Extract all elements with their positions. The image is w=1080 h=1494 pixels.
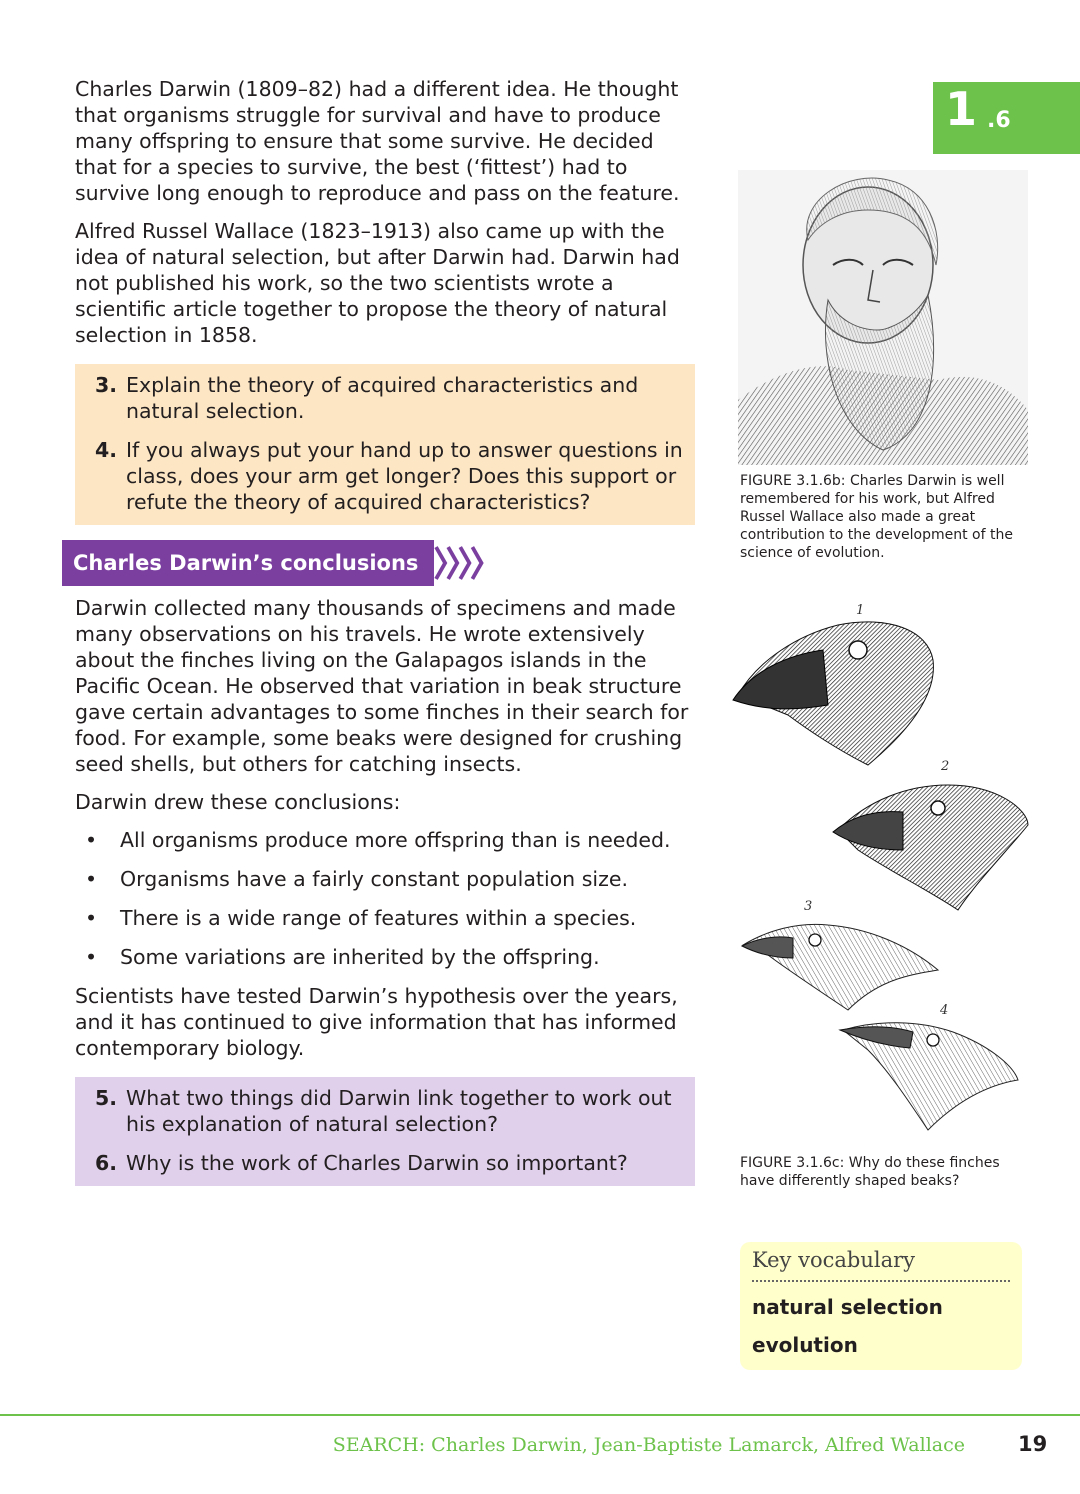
section-subnumber: .6 (987, 108, 1011, 133)
finch-label-3: 3 (804, 899, 813, 914)
finch-label-2: 2 (941, 759, 950, 774)
paragraph-darwin-idea: Charles Darwin (1809–82) had a different idea. He thought that organisms struggle for survival and have to produce many offspring to ensure that some survive. He decided that for a species to survive, the best (‘fittest’) had to survive long enough to reproduce and pass on the feature. (75, 77, 680, 205)
section-tab (933, 82, 1080, 154)
question-number: 4. (95, 438, 118, 462)
list-item (75, 866, 700, 892)
question-text: Explain the theory of acquired characteristics and natural selection. (126, 373, 639, 423)
section-heading (62, 540, 488, 586)
question-box-a (75, 364, 695, 525)
list-item-text: Organisms have a fairly constant population size. (120, 867, 628, 891)
finches-image (728, 600, 1038, 1140)
question-number: 5. (95, 1086, 118, 1110)
darwin-portrait-image (738, 170, 1028, 465)
question-text: If you always put your hand up to answer questions in class, does your arm get longer? Does this support or refute the theory of acquired characteristics? (126, 438, 683, 514)
section-heading-label: Charles Darwin’s conclusions (62, 540, 434, 586)
question-box-b (75, 1077, 695, 1186)
list-item-text: There is a wide range of features within a species. (120, 906, 637, 930)
question-item (95, 372, 685, 424)
finch-label-4: 4 (940, 1003, 949, 1018)
section-number: 1 (945, 82, 978, 136)
chevrons-icon (433, 540, 488, 586)
key-vocabulary-title: Key vocabulary (752, 1248, 1010, 1282)
question-number: 3. (95, 373, 118, 397)
list-item (75, 944, 700, 970)
bullet-icon: • (85, 906, 98, 930)
footer-divider (0, 1414, 1080, 1416)
question-number: 6. (95, 1151, 118, 1175)
question-item (95, 437, 685, 515)
figure-caption-b: FIGURE 3.1.6b: Charles Darwin is well remembered for his work, but Alfred Russel Wallace also made a great contribution to the development of the science of evolution. (740, 473, 1013, 561)
question-text: What two things did Darwin link together to work out his explanation of natural selection? (126, 1086, 672, 1136)
list-item-text: All organisms produce more offspring than is needed. (120, 828, 671, 852)
vocabulary-term: evolution (752, 1333, 858, 1357)
key-vocabulary-box (740, 1242, 1022, 1370)
question-item (95, 1085, 685, 1137)
question-text: Why is the work of Charles Darwin so important? (126, 1151, 628, 1175)
bullet-icon: • (85, 828, 98, 852)
conclusions-list (75, 827, 700, 970)
page-number: 19 (1018, 1432, 1048, 1456)
finch-label-1: 1 (856, 603, 865, 618)
paragraph-wallace: Alfred Russel Wallace (1823–1913) also came up with the idea of natural selection, but after Darwin had. Darwin had not published his work, so the two scientists wrote a scientific article together to propose the theory of natural selection in 1858. (75, 219, 680, 347)
figure-caption-c: FIGURE 3.1.6c: Why do these finches have differently shaped beaks? (740, 1155, 1000, 1189)
question-item (95, 1150, 685, 1176)
vocabulary-term: natural selection (752, 1295, 943, 1319)
paragraph-scientists: Scientists have tested Darwin’s hypothesis over the years, and it has continued to give information that has informed contemporary biology. (75, 984, 678, 1060)
list-item (75, 827, 700, 853)
bullet-icon: • (85, 945, 98, 969)
bullet-icon: • (85, 867, 98, 891)
paragraph-conclusions-intro: Darwin drew these conclusions: (75, 790, 401, 814)
main-column (75, 76, 700, 1186)
search-keywords: SEARCH: Charles Darwin, Jean-Baptiste Lamarck, Alfred Wallace (332, 1434, 965, 1456)
paragraph-specimens: Darwin collected many thousands of specimens and made many observations on his travels. He wrote extensively about the finches living on the Galapagos islands in the Pacific Ocean. He observed that variation in beak structure gave certain advantages to some finches in their search for food. For example, some beaks were designed for crushing seed shells, but others for catching insects. (75, 596, 689, 776)
list-item (75, 905, 700, 931)
list-item-text: Some variations are inherited by the offspring. (120, 945, 600, 969)
